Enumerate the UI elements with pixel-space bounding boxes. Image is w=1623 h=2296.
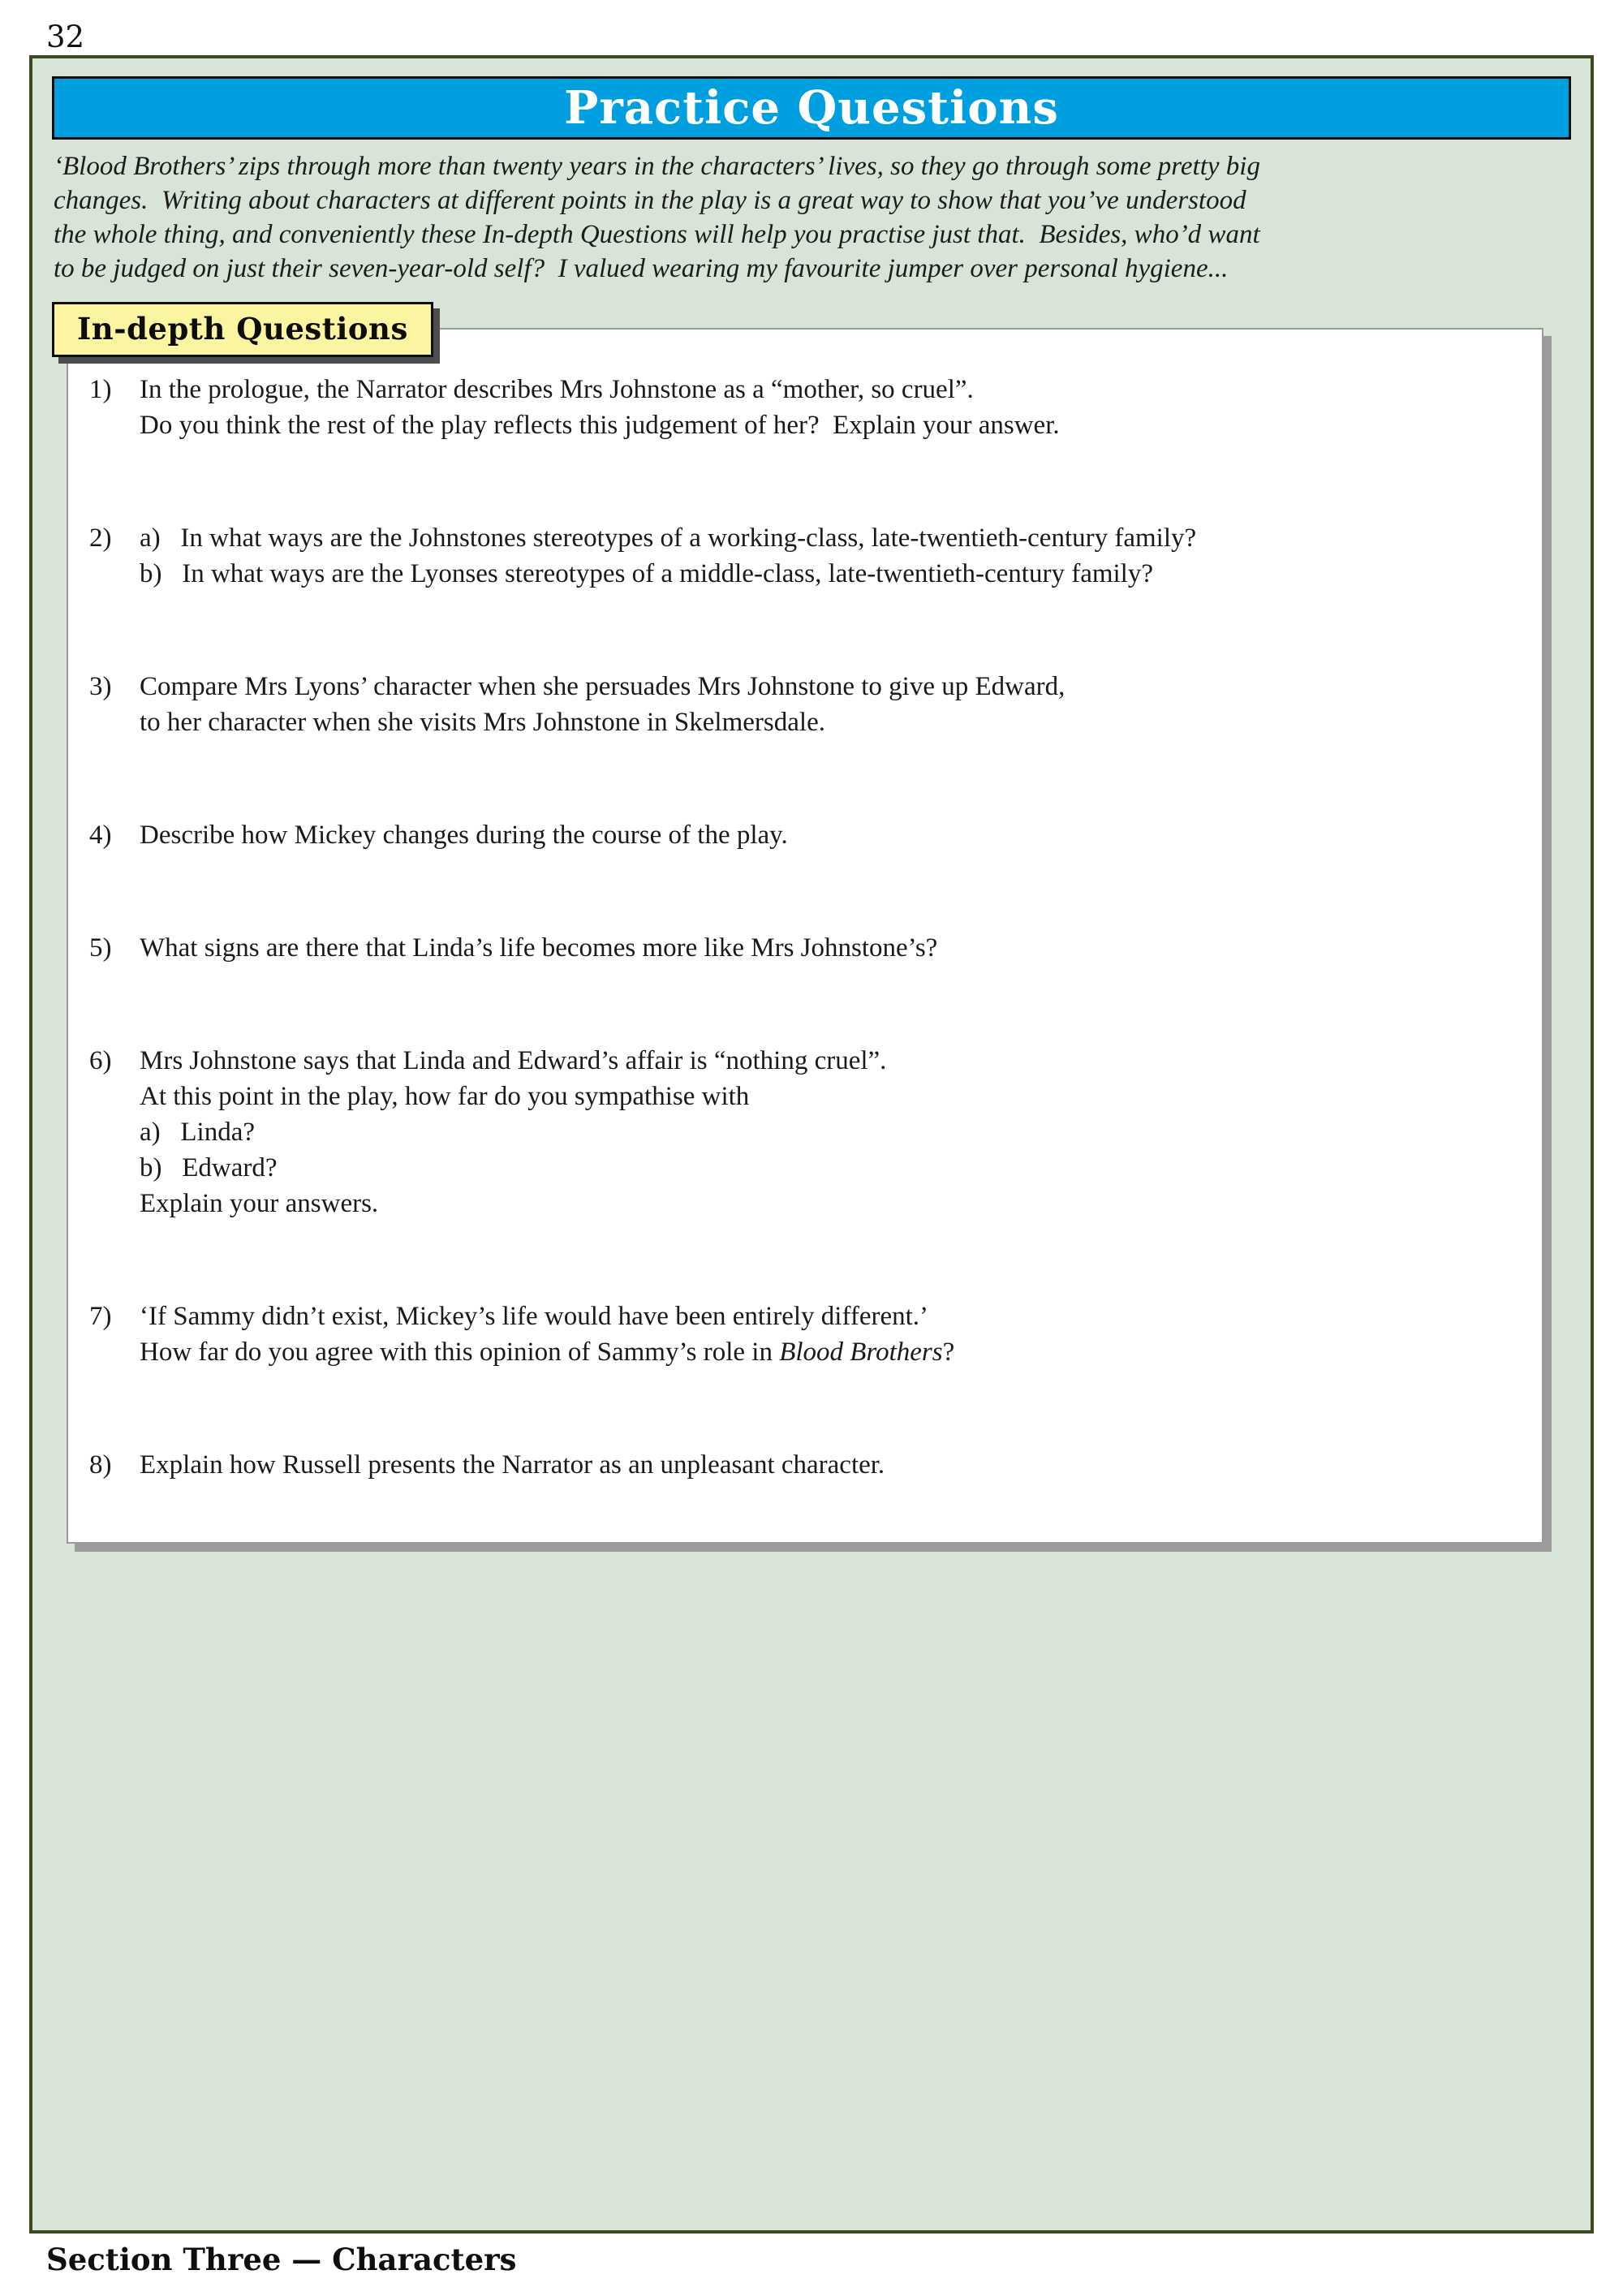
- question-number: 1): [89, 375, 112, 404]
- question-body: [140, 669, 1509, 740]
- question-item: [89, 1447, 1509, 1483]
- question-line: a) In what ways are the Johnstones stereotypes of a working-class, late-twentieth-century family?: [140, 523, 1197, 553]
- question-line: b) Edward?: [140, 1153, 278, 1182]
- question-line: Explain your answers.: [140, 1189, 379, 1218]
- question-line: b) In what ways are the Lyonses stereotypes of a middle-class, late-twentieth-century family?: [140, 559, 1153, 588]
- question-number: 5): [89, 933, 112, 963]
- question-body: [140, 930, 1509, 966]
- question-item: [89, 520, 1509, 592]
- banner-title: Practice Questions: [564, 81, 1059, 135]
- intro-paragraph: [54, 149, 1573, 286]
- intro-line: the whole thing, and conveniently these In-depth Questions will help you practise just that. Besides, who’d want: [54, 220, 1260, 249]
- page-number: 32: [46, 19, 85, 54]
- intro-line: to be judged on just their seven-year-old self? I valued wearing my favourite jumper over personal hygiene...: [54, 254, 1229, 283]
- question-line: a) Linda?: [140, 1118, 256, 1147]
- question-line: Mrs Johnstone says that Linda and Edward’s affair is “nothing cruel”.: [140, 1046, 887, 1075]
- question-line: At this point in the play, how far do you sympathise with: [140, 1082, 750, 1111]
- question-number: 2): [89, 523, 112, 553]
- question-body: [140, 520, 1509, 592]
- question-number: 8): [89, 1450, 112, 1480]
- questions-panel: [67, 328, 1543, 1544]
- question-body: [140, 817, 1509, 853]
- question-number: 6): [89, 1046, 112, 1075]
- question-item: [89, 1043, 1509, 1221]
- question-body: [140, 1043, 1509, 1221]
- section-footer-label: Section Three — Characters: [46, 2242, 517, 2277]
- question-line: Compare Mrs Lyons’ character when she persuades Mrs Johnstone to give up Edward,: [140, 672, 1065, 701]
- question-number: 3): [89, 672, 112, 701]
- in-depth-questions-label: In-depth Questions: [52, 302, 433, 357]
- question-body: [140, 372, 1509, 443]
- question-line: What signs are there that Linda’s life becomes more like Mrs Johnstone’s?: [140, 933, 938, 963]
- question-body: [140, 1299, 1509, 1370]
- book-title-italic: Blood Brothers: [779, 1338, 943, 1367]
- question-line-text: ?: [942, 1338, 955, 1367]
- question-line-text: How far do you agree with this opinion of Sammy’s role in: [140, 1338, 780, 1367]
- practice-questions-banner: [52, 76, 1571, 140]
- question-line: ‘If Sammy didn’t exist, Mickey’s life would have been entirely different.’: [140, 1302, 929, 1331]
- question-item: [89, 817, 1509, 853]
- question-number: 4): [89, 821, 112, 850]
- question-item: [89, 669, 1509, 740]
- question-item: [89, 930, 1509, 966]
- question-line: Do you think the rest of the play reflects this judgement of her? Explain your answer.: [140, 411, 1060, 440]
- question-number: 7): [89, 1302, 112, 1331]
- question-line: Explain how Russell presents the Narrator as an unpleasant character.: [140, 1450, 885, 1480]
- page-frame: [29, 55, 1594, 2234]
- question-line: [140, 1334, 1509, 1370]
- question-line: In the prologue, the Narrator describes Mrs Johnstone as a “mother, so cruel”.: [140, 375, 974, 404]
- question-item: [89, 1299, 1509, 1370]
- intro-line: changes. Writing about characters at different points in the play is a great way to show that you’ve understood: [54, 186, 1246, 215]
- question-line: Describe how Mickey changes during the course of the play.: [140, 821, 788, 850]
- intro-line: ‘Blood Brothers’ zips through more than twenty years in the characters’ lives, so they go through some pretty big: [54, 152, 1260, 181]
- question-body: [140, 1447, 1509, 1483]
- question-line: to her character when she visits Mrs Johnstone in Skelmersdale.: [140, 708, 825, 737]
- question-item: [89, 372, 1509, 443]
